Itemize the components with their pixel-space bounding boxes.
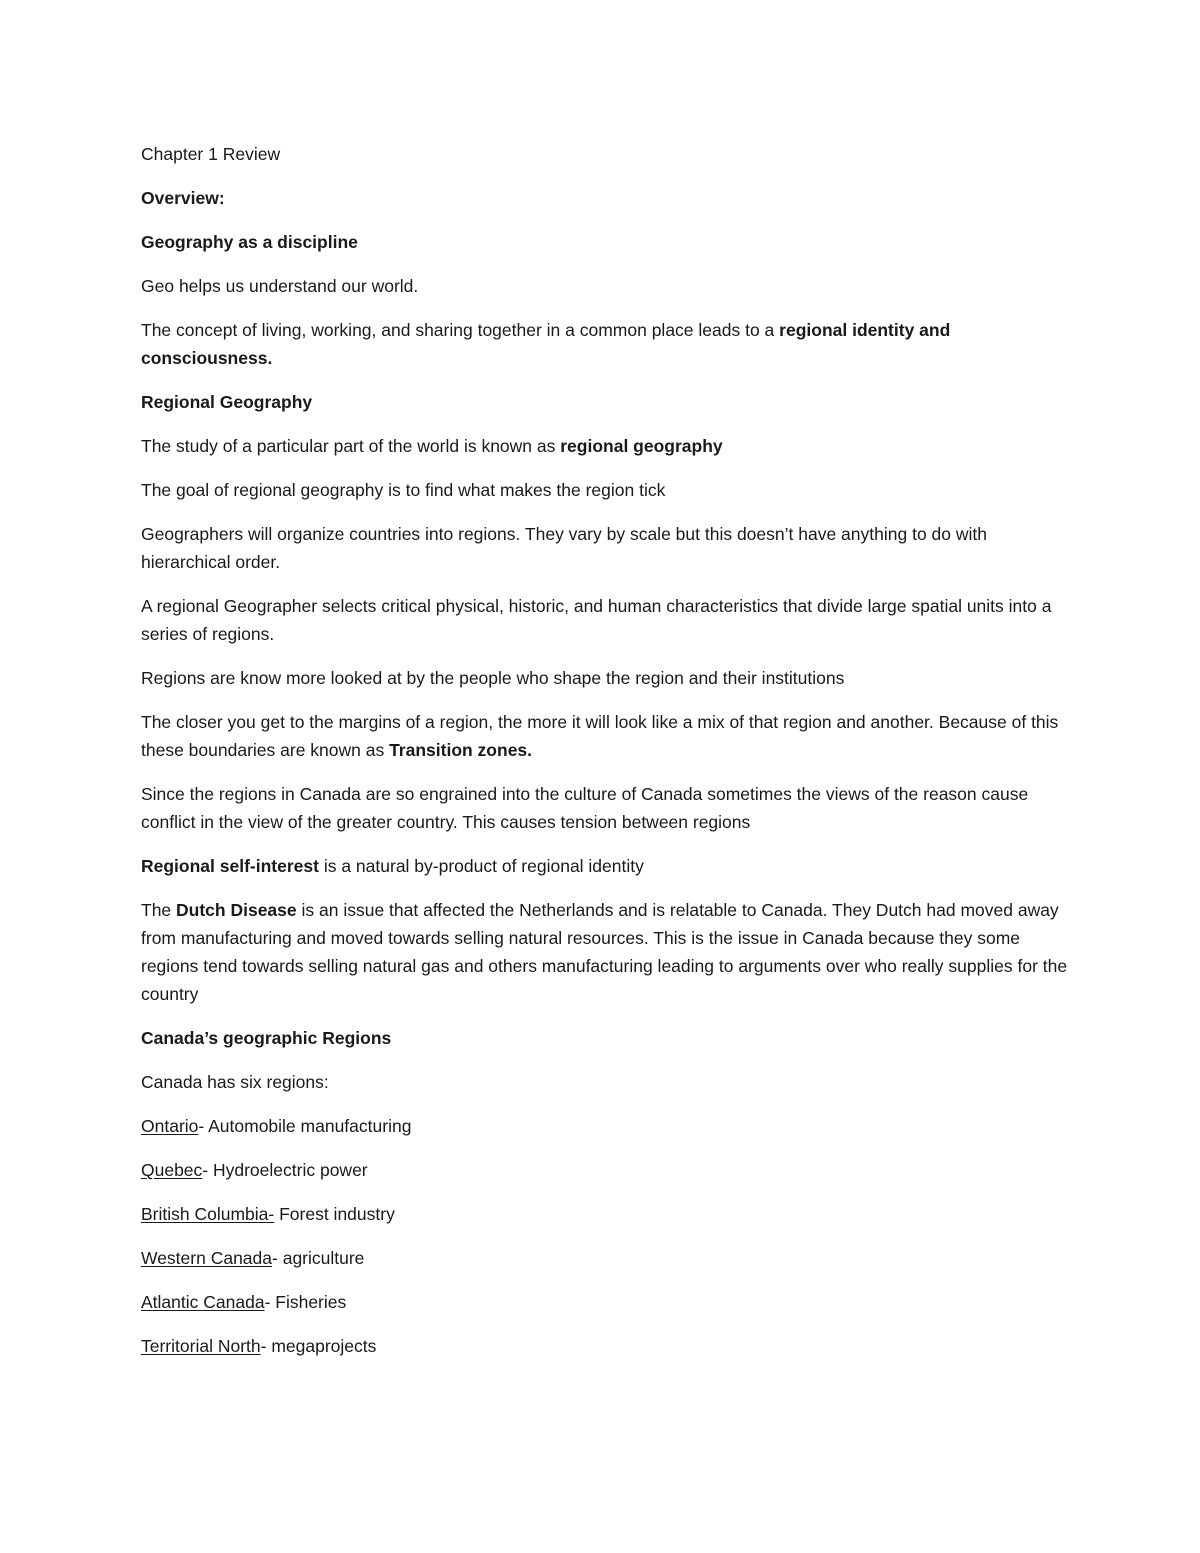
section-heading-regional-geography: Regional Geography [141,392,313,412]
paragraph-text: is an issue that affected the Netherlands and is relatable to Canada. They Dutch had moved away from manufacturing and moved towards selling natural resources. This is the issue in Canada because they some regions tend towards selling natural gas and others manufacturing leading to arguments over who really supplies for the country [141,900,1068,1004]
list-item [141,1244,1071,1272]
list-item [141,1288,1071,1316]
region-name: Atlantic Canada [141,1292,265,1312]
region-desc: - Hydroelectric power [202,1160,368,1180]
paragraph-text: is a natural by-product of regional identity [318,856,644,876]
region-desc: - megaprojects [260,1336,377,1356]
paragraph: Regions are know more looked at by the people who shape the region and their institutions [141,668,845,688]
list-item [141,1332,1071,1360]
document-title: Chapter 1 Review [141,144,281,164]
region-desc: - Fisheries [264,1292,347,1312]
paragraph: The goal of regional geography is to find what makes the region tick [141,480,666,500]
paragraph: Geographers will organize countries into regions. They vary by scale but this doesn’t have anything to do with hierarchical order. [141,524,987,572]
paragraph [141,896,1071,1008]
bold-term: Regional self-interest [141,856,319,876]
document-body [141,140,1071,1376]
section-heading-canada-regions: Canada’s geographic Regions [141,1028,392,1048]
region-name: Territorial North [141,1336,261,1356]
paragraph: Geo helps us understand our world. [141,276,419,296]
region-name: Ontario [141,1116,199,1136]
paragraph-text: The concept of living, working, and sharing together in a common place leads to a [141,320,780,340]
bold-term: Dutch Disease [176,900,297,920]
bold-term: regional identity and consciousness. [141,320,951,368]
paragraph [141,316,1071,372]
paragraph [141,852,1071,880]
section-heading-geography-discipline: Geography as a discipline [141,232,358,252]
paragraph: Since the regions in Canada are so engrained into the culture of Canada sometimes the views of the reason cause conflict in the view of the greater country. This causes tension between regions [141,784,1029,832]
region-desc: - Automobile manufacturing [198,1116,412,1136]
region-desc: Forest industry [274,1204,395,1224]
overview-heading: Overview: [141,188,225,208]
paragraph-text: The closer you get to the margins of a region, the more it will look like a mix of that region and another. Because of this these boundaries are known as [141,712,1059,760]
paragraph-text: The study of a particular part of the world is known as [141,436,561,456]
list-item [141,1112,1071,1140]
list-item [141,1156,1071,1184]
region-name: British Columbia- [141,1204,275,1224]
paragraph: Canada has six regions: [141,1072,329,1092]
bold-term: regional geography [560,436,723,456]
paragraph [141,708,1071,764]
paragraph-text: The [141,900,177,920]
paragraph [141,432,1071,460]
bold-term: Transition zones. [389,740,533,760]
region-name: Western Canada [141,1248,273,1268]
region-name: Quebec [141,1160,203,1180]
list-item [141,1200,1071,1228]
region-desc: - agriculture [272,1248,365,1268]
paragraph: A regional Geographer selects critical physical, historic, and human characteristics that divide large spatial units into a series of regions. [141,596,1052,644]
